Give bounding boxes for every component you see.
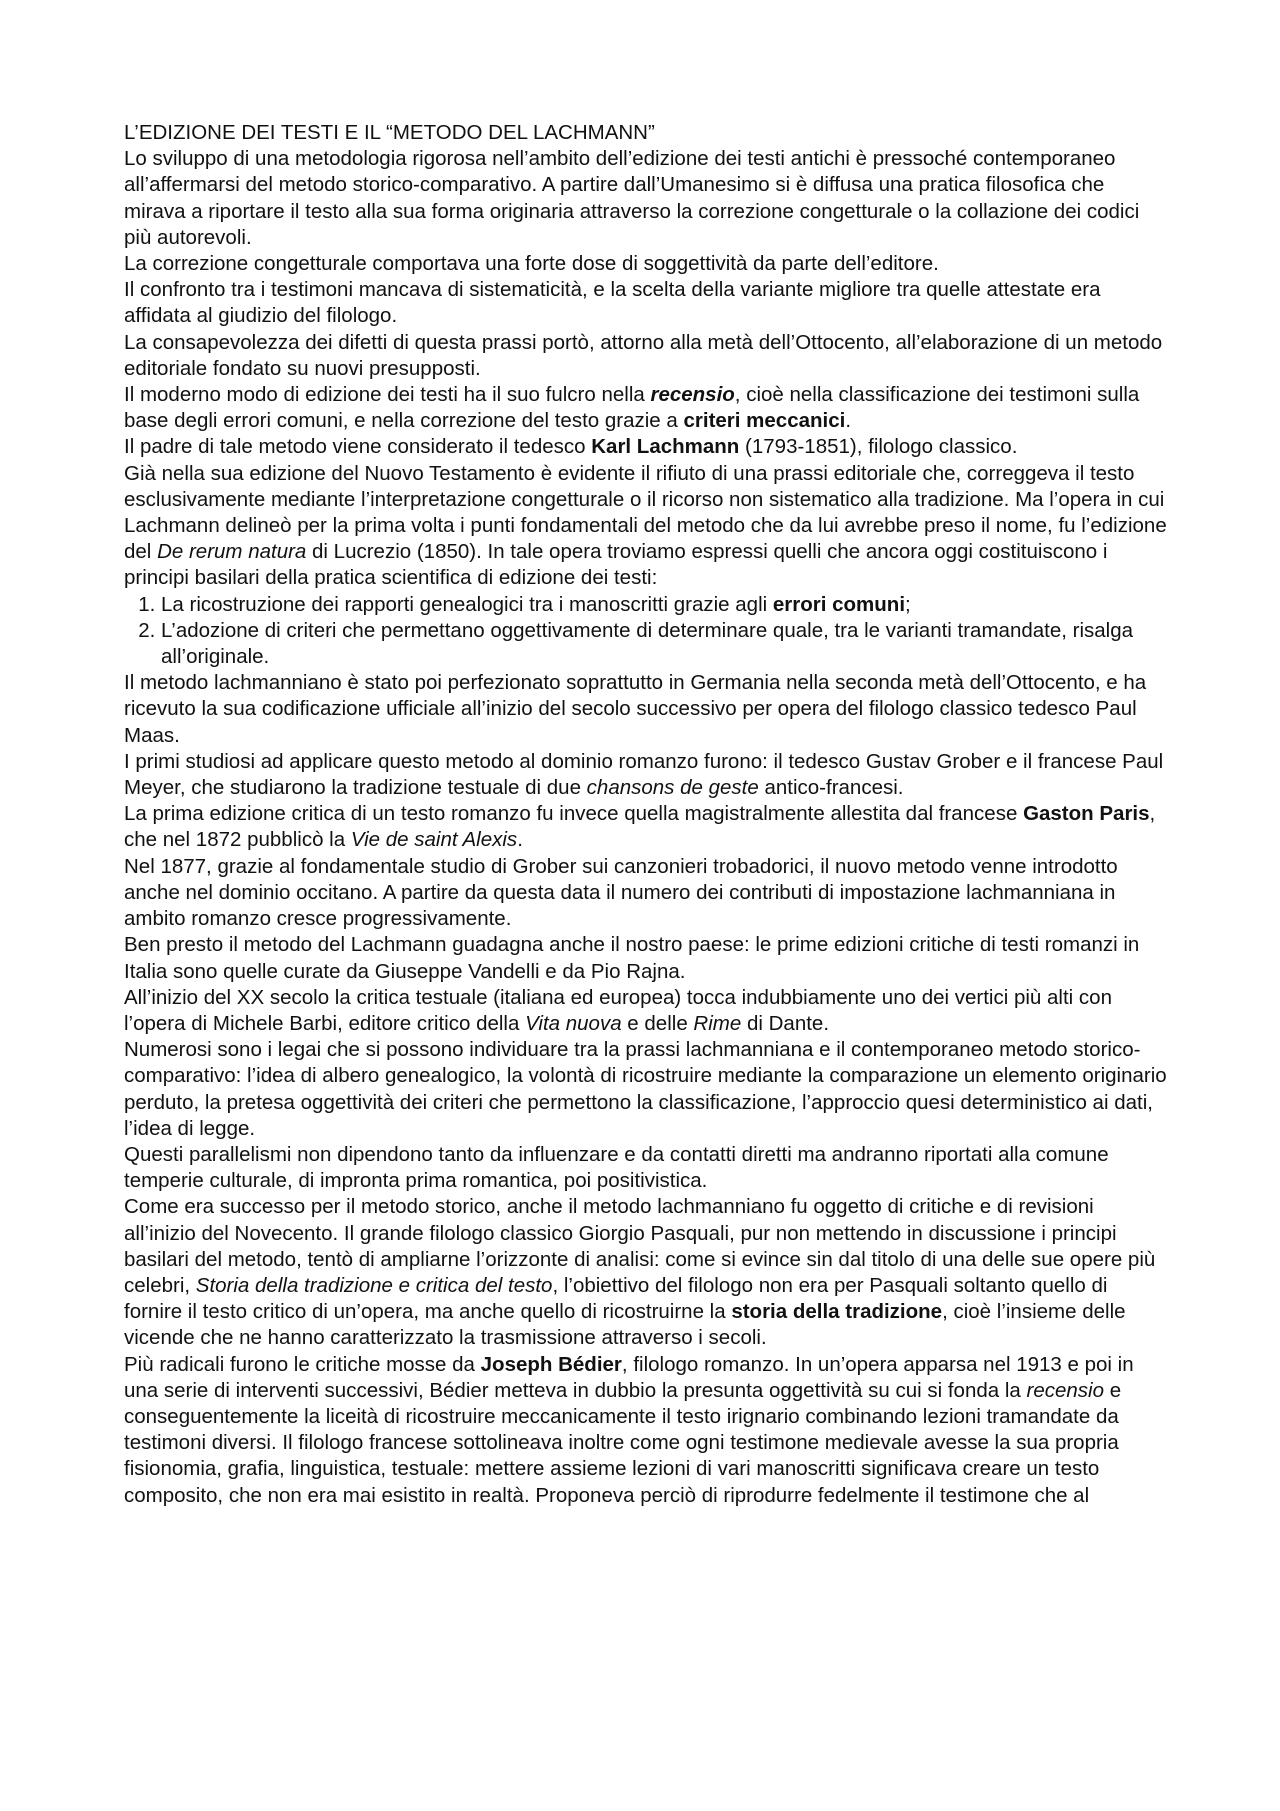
term-storia-della-tradizione: storia della tradizione xyxy=(731,1300,943,1324)
text-run: . xyxy=(845,409,852,433)
text-run: ; xyxy=(905,592,911,616)
paragraph-recensio xyxy=(124,382,1169,434)
paragraph-occitano: Nel 1877, grazie al fondamentale studio di Grober sui canzonieri trobadorici, il nuovo metodo venne introdotto anche nel dominio occitano. A partire da questa data il numero dei contributi di impostazione lachmanniana in ambito romanzo cresce progressivamente. xyxy=(124,854,1118,931)
text-run: di Dante. xyxy=(741,1011,830,1035)
text-run: . xyxy=(517,828,523,852)
text-run: Già nella sua edizione del Nuovo Testamento è evidente il rifiuto di una prassi editoriale che, correggeva il testo esclusivamente mediante l’interpretazione congetturale o il ricorso non sistematico alla tradizione. Ma l’opera in cui Lachmann delineò per la prima volta i punti fondamentali del metodo che da lui avrebbe preso il nome, fu l’edizione del xyxy=(124,461,1167,564)
paragraph-consapevolezza: La consapevolezza dei difetti di questa prassi portò, attorno alla metà dell’Ottocento, all’elaborazione di un metodo editoriale fondato su nuovi presupposti. xyxy=(124,330,1163,380)
paragraph-nuovo-testamento xyxy=(124,461,1169,592)
text-run: e delle xyxy=(621,1011,694,1035)
paragraph-primi-studiosi xyxy=(124,749,1169,801)
text-run: , l’obiettivo del filologo non era per Pasquali soltanto quello di fornire il testo critico di un’opera, ma anche quello di ricostruirne la xyxy=(124,1273,1108,1324)
document-title: L’EDIZIONE DEI TESTI E IL “METODO DEL LACHMANN” xyxy=(124,121,655,144)
paragraph-confronto: Il confronto tra i testimoni mancava di sistematicità, e la scelta della variante migliore tra quelle attestate era affidata al giudizio del filologo. xyxy=(124,278,1101,328)
paragraph-parallelismi: Questi parallelismi non dipendono tanto da influenzare e da contatti diretti ma andranno riportati alla comune temperie culturale, di impronta prima romantica, poi positivistica. xyxy=(124,1142,1109,1193)
title-de-rerum-natura: De rerum natura xyxy=(157,540,307,564)
term-chansons-de-geste: chansons de geste xyxy=(586,776,759,800)
list-item xyxy=(161,592,1169,618)
document-page xyxy=(124,120,1169,1509)
text-run: Più radicali furono le critiche mosse da xyxy=(124,1352,481,1376)
title-vita-nuova: Vita nuova xyxy=(525,1011,622,1035)
term-errori-comuni: errori comuni xyxy=(772,592,906,616)
text-run: All’inizio del XX secolo la critica testuale (italiana ed europea) tocca indubbiamente uno dei vertici più alti con l’opera di Michele Barbi, editore critico della xyxy=(124,985,1112,1035)
paragraph-legami: Numerosi sono i legai che si possono individuare tra la prassi lachmanniana e il contemporaneo metodo storico-comparativo: l’idea di albero genealogico, la volontà di ricostruire mediante la comparazione un elemento originario perduto, la pretesa oggettività dei criteri che permettono la classificazione, l’approccio quesi deterministico ai dati, l’idea di legge. xyxy=(124,1038,1167,1140)
paragraph-maas: Il metodo lachmanniano è stato poi perfezionato soprattutto in Germania nella seconda metà dell’Ottocento, e ha ricevuto la sua codificazione ufficiale all’inizio del secolo successivo per opera del filologo classico tedesco Paul Maas. xyxy=(124,671,1147,747)
text-run: Il moderno modo di edizione dei testi ha il suo fulcro nella xyxy=(124,383,651,407)
paragraph-gaston-paris xyxy=(124,801,1169,853)
text-run: antico-francesi. xyxy=(758,776,904,800)
title-vie-de-saint-alexis: Vie de saint Alexis xyxy=(350,828,518,852)
text-run: , cioè nella classificazione dei testimoni sulla base degli errori comuni, e nella correzione del testo grazie a xyxy=(124,383,1140,433)
title-storia-della-tradizione: Storia della tradizione e critica del testo xyxy=(195,1273,553,1297)
text-run: I primi studiosi ad applicare questo metodo al dominio romanzo furono: il tedesco Gustav Grober e il francese Paul Meyer, che studiarono la tradizione testuale di due xyxy=(124,749,1164,800)
text-run: e conseguentemente la liceità di ricostruire meccanicamente il testo irignario combinando lezioni tramandate da testimoni diversi. Il filologo francese sottolineava inoltre come ogni testimone medievale avesse la sua propria fisionomia, grafia, linguistica, testuale: mettere assieme lezioni di vari manoscritti significava creare un testo composito, che non era mai esistito in realtà. Proponeva perciò di riprodurre fedelmente il testimone che al xyxy=(124,1378,1122,1507)
name-karl-lachmann: Karl Lachmann xyxy=(591,435,740,459)
paragraph-lachmann xyxy=(124,434,1169,460)
text-run: Come era successo per il metodo storico, anche il metodo lachmanniano fu oggetto di critiche e di revisioni all’inizio del Novecento. Il grande filologo classico Giorgio Pasquali, pur non mettendo in discussione i principi basilari del metodo, tentò di ampliarne l’orizzonte di analisi: come si evince sin dal titolo di una delle sue opere più celebri, xyxy=(124,1195,1156,1297)
title-rime: Rime xyxy=(693,1011,742,1035)
name-gaston-paris: Gaston Paris xyxy=(1023,802,1150,826)
text-run: La prima edizione critica di un testo romanzo fu invece quella magistralmente allestita dal francese xyxy=(124,802,1024,826)
paragraph-italia: Ben presto il metodo del Lachmann guadagna anche il nostro paese: le prime edizioni critiche di testi romanzi in Italia sono quelle curate da Giuseppe Vandelli e da Pio Rajna. xyxy=(124,933,1140,983)
text-run: (1793-1851), filologo classico. xyxy=(739,435,1018,459)
principles-list xyxy=(124,592,1169,671)
paragraph-intro: Lo sviluppo di una metodologia rigorosa nell’ambito dell’edizione dei testi antichi è pressoché contemporaneo all’affermarsi del metodo storico-comparativo. A partire dall’Umanesimo si è diffusa una pratica filosofica che mirava a riportare il testo alla sua forma originaria attraverso la correzione congetturale o la collazione dei codici più autorevoli. xyxy=(124,147,1140,249)
paragraph-pasquali xyxy=(124,1194,1169,1351)
text-run: , cioè l’insieme delle vicende che ne hanno caratterizzato la trasmissione attraverso i secoli. xyxy=(124,1300,1126,1350)
text-run: di Lucrezio (1850). In tale opera troviamo espressi quelli che ancora oggi costituiscono i principi basilari della pratica scientifica di edizione dei testi: xyxy=(124,540,1108,590)
paragraph-barbi xyxy=(124,985,1169,1037)
text-run: , filologo romanzo. In un’opera apparsa nel 1913 e poi in una serie di interventi successivi, Bédier metteva in dubbio la presunta oggettività su cui si fonda la xyxy=(124,1352,1134,1402)
name-joseph-bedier: Joseph Bédier xyxy=(480,1352,622,1376)
text-run: , che nel 1872 pubblicò la xyxy=(124,802,1156,852)
term-recensio: recensio xyxy=(650,383,735,407)
paragraph-bedier xyxy=(124,1352,1169,1509)
text-run: Il padre di tale metodo viene considerato il tedesco xyxy=(124,435,592,459)
term-criteri-meccanici: criteri meccanici xyxy=(683,409,846,433)
term-recensio: recensio xyxy=(1026,1378,1105,1402)
list-item: 2. L’adozione di criteri che permettano oggettivamente di determinare quale, tra le varianti tramandate, risalga all’originale. xyxy=(161,618,1169,670)
paragraph-correzione: La correzione congetturale comportava una forte dose di soggettività da parte dell’editore. xyxy=(124,252,939,276)
text-run: La ricostruzione dei rapporti genealogici tra i manoscritti grazie agli xyxy=(161,592,773,616)
